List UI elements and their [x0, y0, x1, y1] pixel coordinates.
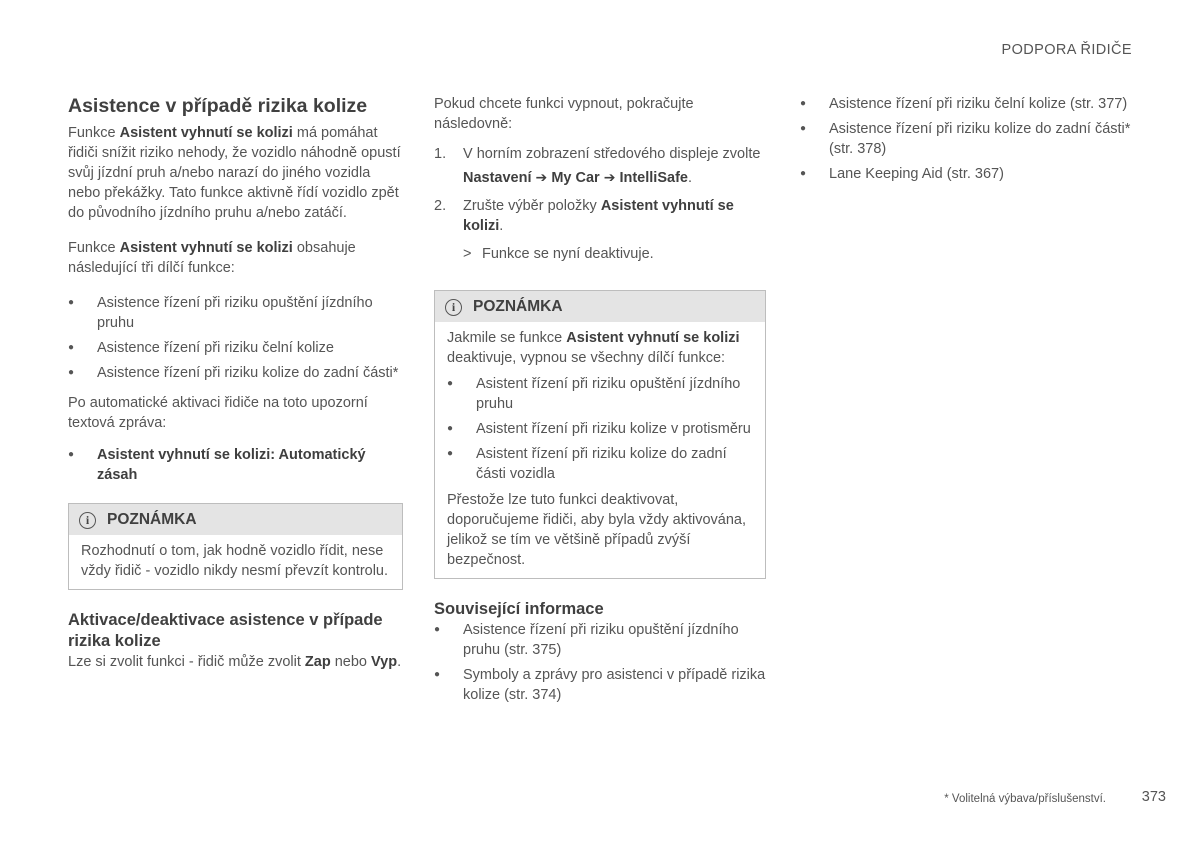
step-1 — [434, 144, 766, 188]
note-list — [447, 374, 753, 484]
note-closing: Přestože lze tuto funkci deaktivovat, doporučujeme řidiči, aby byla vždy aktivována, jelikož se tím ve většině případů zvýší bezpečnost. — [447, 492, 747, 568]
section-title: Asistence v případě rizika kolize — [68, 95, 368, 117]
related-list — [434, 620, 766, 705]
note-box — [68, 503, 403, 590]
note-body — [435, 322, 765, 578]
intro-paragraph — [68, 123, 403, 223]
function-name: Asistent vyhnutí se kolizi — [566, 330, 740, 346]
list-item — [68, 445, 403, 485]
arrow-right-icon: ➔ — [603, 169, 616, 185]
list-item: ● Asistence řízení při riziku čelní kolize — [68, 338, 403, 358]
contains-text-2: obsahuje následující tři dílčí funkce: — [68, 240, 356, 276]
step-text: V horním zobrazení středového displeje zvolte — [463, 146, 761, 162]
note-heading: POZNÁMKA — [107, 511, 197, 528]
list-item: ● Asistence řízení při riziku kolize do zadní části* — [68, 363, 403, 383]
step-result — [463, 244, 766, 264]
function-name: Asistent vyhnutí se kolizi — [119, 240, 293, 256]
option-off: Vyp — [371, 654, 398, 670]
period: . — [687, 170, 692, 186]
note-header — [69, 504, 402, 535]
contains-text-1: Funkce — [68, 240, 120, 256]
contains-paragraph — [68, 238, 403, 278]
nav-settings: Nastavení — [463, 170, 532, 186]
column-2 — [434, 94, 766, 715]
disable-intro: Pokud chcete funkci vypnout, pokračujte následovně: — [434, 96, 694, 132]
activation-text-2: nebo — [330, 654, 372, 670]
note-heading: POZNÁMKA — [473, 298, 563, 315]
note-text: Rozhodnutí o tom, jak hodně vozidlo řídit, nese vždy řidič - vozidlo nikdy nesmí převzít kontrolu. — [81, 543, 389, 579]
message-list — [68, 445, 403, 485]
page-number: 373 — [1141, 789, 1166, 805]
note-text-1: Jakmile se funkce — [447, 330, 567, 346]
footnote: * Volitelná výbava/příslušenství. — [944, 793, 1106, 805]
activation-text-1: Lze si zvolit funkci - řidič může zvolit — [68, 654, 305, 670]
subfunction-list — [68, 293, 403, 383]
step-number: 2. — [434, 198, 447, 214]
info-icon: i — [79, 512, 96, 529]
nav-intellisafe: IntelliSafe — [619, 170, 688, 186]
step-2 — [434, 196, 766, 236]
related-link[interactable]: ● Asistence řízení při riziku čelní kolize (str. 377) — [800, 94, 1140, 114]
step-number: 1. — [434, 146, 447, 162]
related-title: Související informace — [434, 600, 604, 618]
result-marker: > — [463, 246, 472, 262]
related-link[interactable]: ● Asistence řízení při riziku opuštění jízdního pruhu (str. 375) — [434, 620, 766, 660]
list-item: ● Asistent řízení při riziku kolize v protisměru — [447, 419, 753, 439]
list-item: ● Asistent řízení při riziku opuštění jízdního pruhu — [447, 374, 753, 414]
related-list — [800, 94, 1140, 184]
note-text-2: deaktivuje, vypnou se všechny dílčí funkce: — [447, 350, 726, 366]
activation-paragraph — [68, 652, 403, 672]
function-name: Asistent vyhnutí se kolizi — [119, 125, 293, 141]
result-text: Funkce se nyní deaktivuje. — [482, 246, 654, 262]
related-link[interactable]: ● Lane Keeping Aid (str. 367) — [800, 164, 1140, 184]
message-text: Asistent vyhnutí se kolizi: Automatický zásah — [97, 447, 366, 483]
note-box — [434, 290, 766, 579]
nav-path — [463, 167, 766, 188]
option-on: Zap — [304, 654, 331, 670]
note-text — [447, 328, 753, 368]
activation-subtitle: Aktivace/deaktivace asistence v případe rizika kolize — [68, 611, 383, 650]
running-header: PODPORA ŘIDIČE — [1001, 42, 1132, 58]
note-body — [69, 535, 402, 589]
nav-mycar: My Car — [551, 170, 600, 186]
info-icon: i — [445, 299, 462, 316]
related-link[interactable]: ● Symboly a zprávy pro asistenci v případě rizika kolize (str. 374) — [434, 665, 766, 705]
intro-text-2: má pomáhat řidiči snížit riziko nehody, že vozidlo náhodně opustí svůj jízdní pruh a/nebo narazí do jiného vozidla nebo překážky. Tato funkce aktivně řídí vozidlo zpět do původního jízdního pruhu a/nebo zatáčí. — [68, 125, 401, 221]
intro-text-1: Funkce — [68, 125, 120, 141]
function-name: Asistent vyhnutí se kolizi — [463, 198, 734, 234]
column-3 — [800, 94, 1140, 194]
column-1 — [68, 94, 403, 672]
list-item: ● Asistence řízení při riziku opuštění jízdního pruhu — [68, 293, 403, 333]
step-text: Zrušte výběr položky — [463, 198, 601, 214]
arrow-right-icon: ➔ — [535, 169, 548, 185]
period: . — [499, 218, 504, 234]
note-header — [435, 291, 765, 322]
activation-text-3: . — [397, 654, 402, 670]
auto-message-intro: Po automatické aktivaci řidiče na toto upozorní textová zpráva: — [68, 395, 368, 431]
list-item: ● Asistent řízení při riziku kolize do zadní části vozidla — [447, 444, 753, 484]
related-link[interactable]: ● Asistence řízení při riziku kolize do zadní části* (str. 378) — [800, 119, 1140, 159]
